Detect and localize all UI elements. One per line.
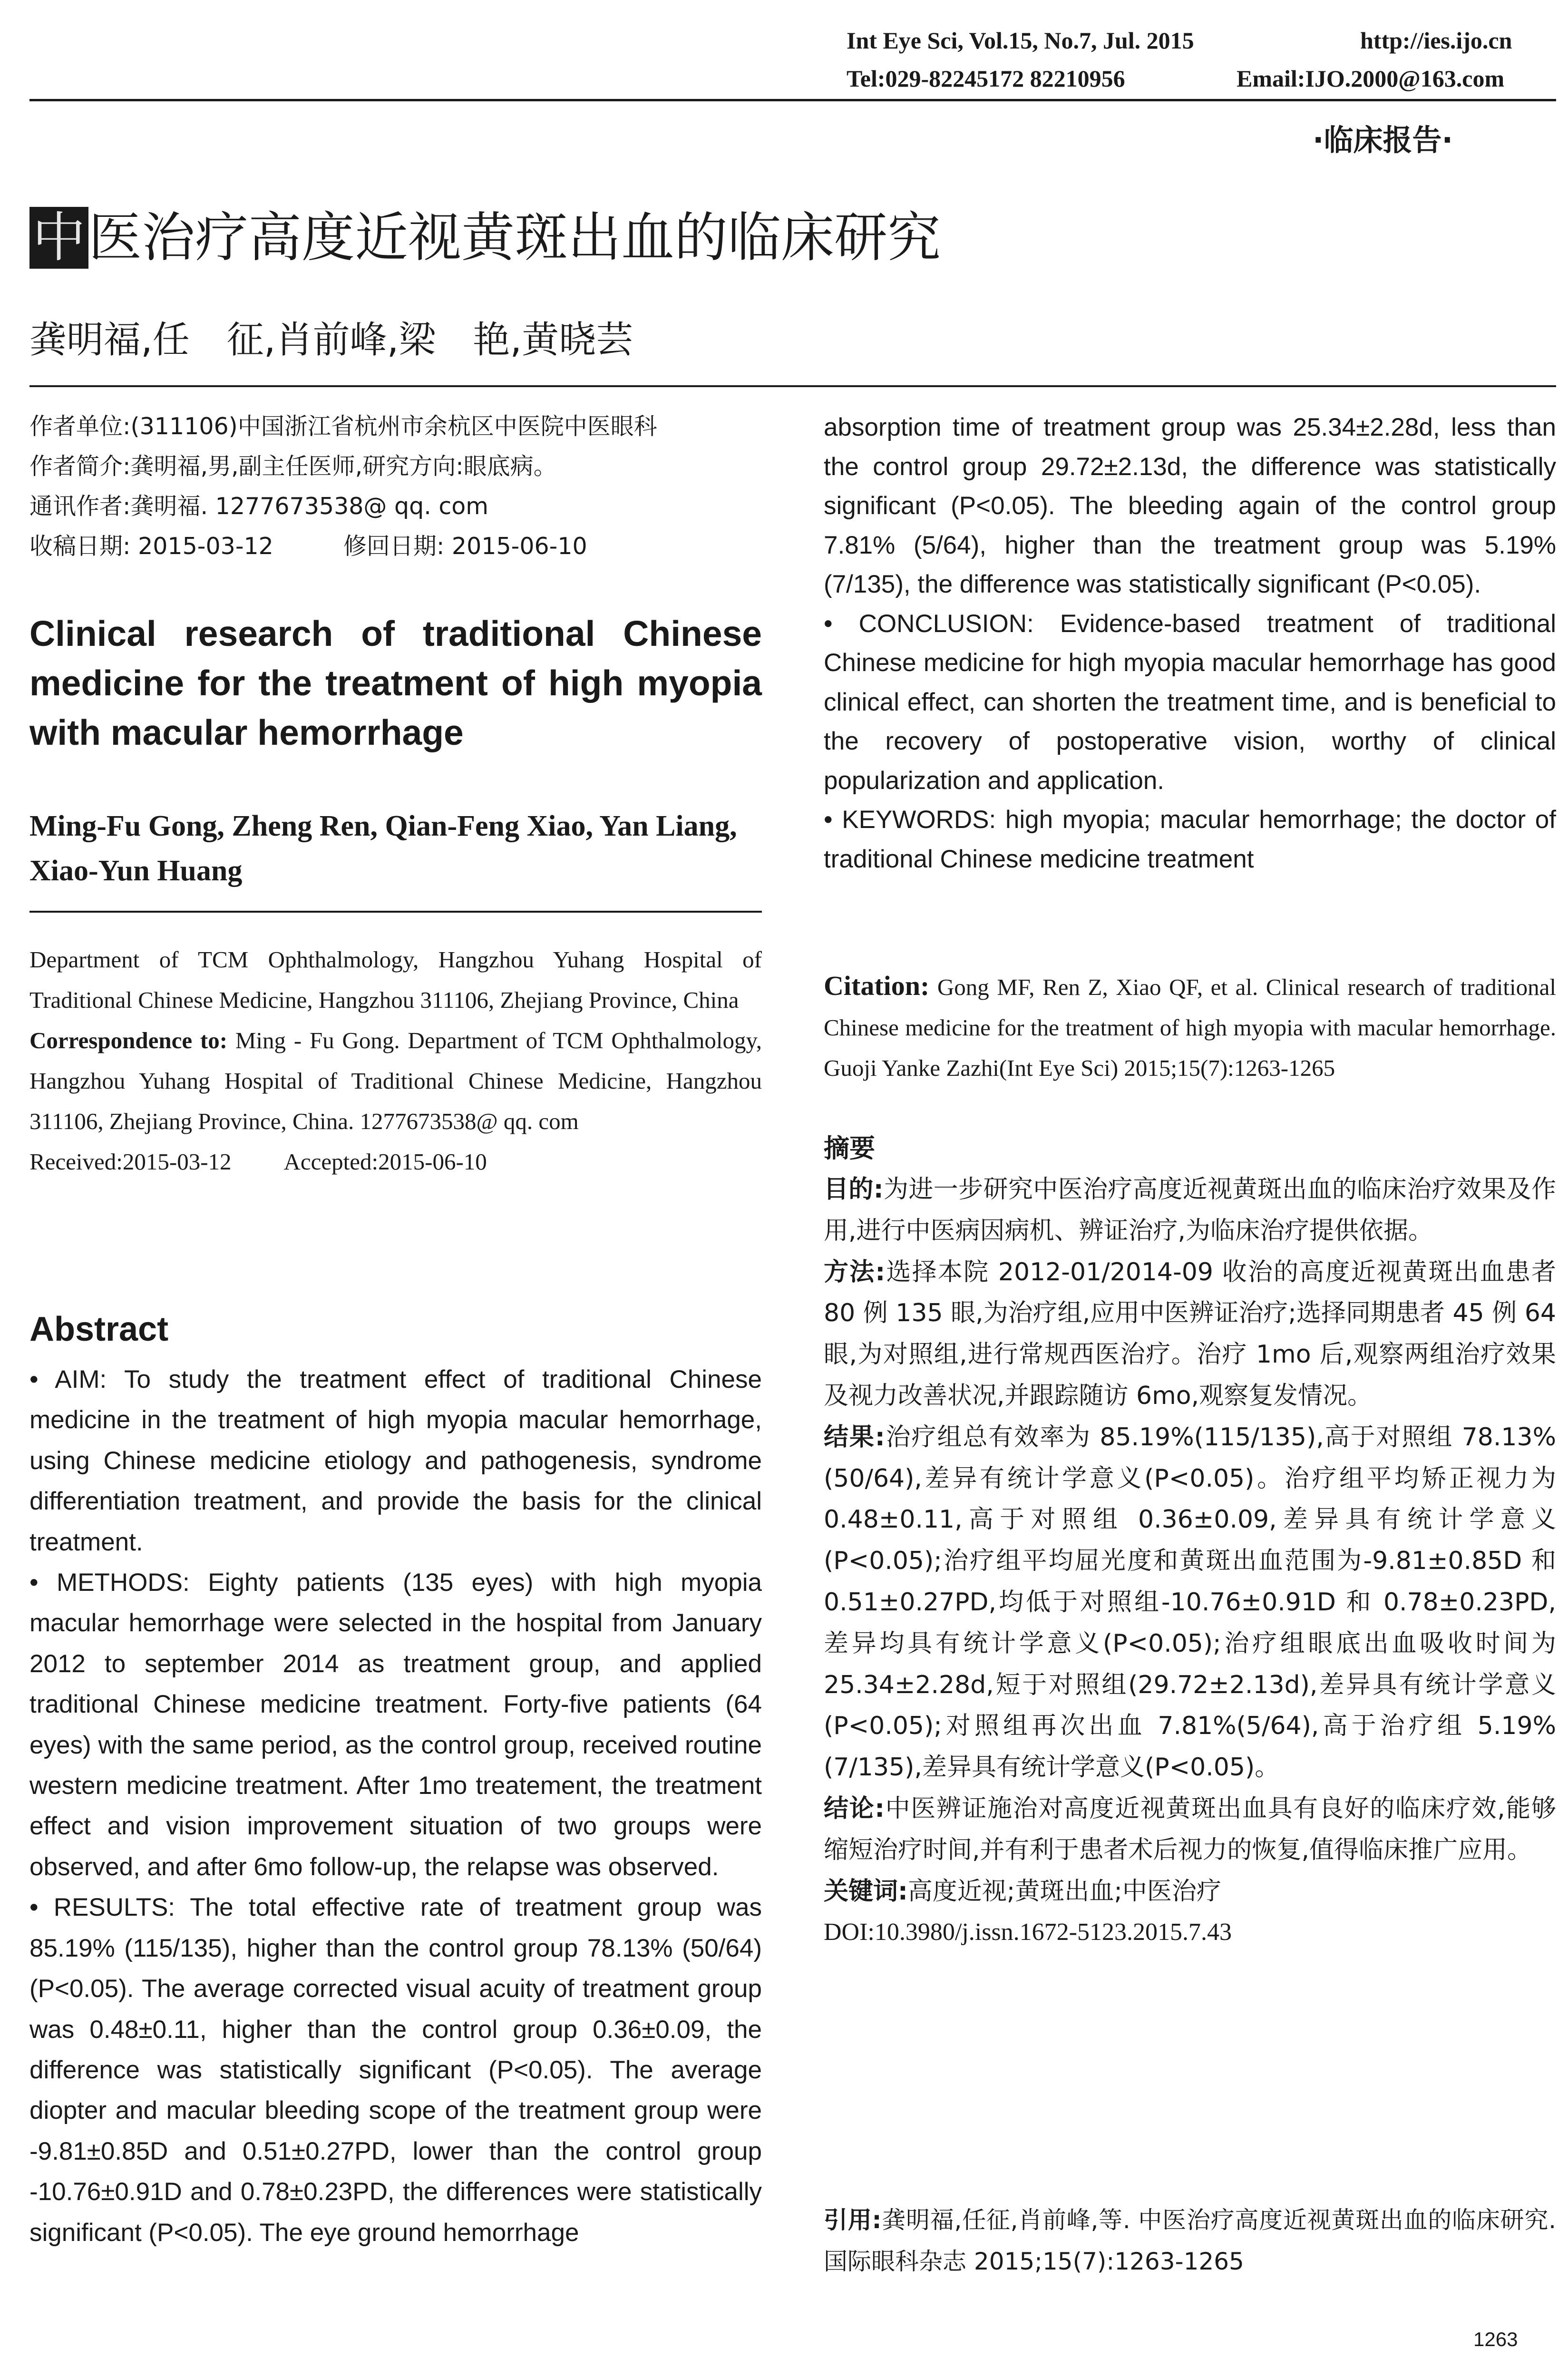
correspondence-text: Ming - Fu Gong. Department of TCM Ophthalmology, Hangzhou Yuhang Hospital of Traditional Chinese Medicine, Hangzhou 311106, Zhejiang Province, China. 1277673538@ qq. com bbox=[29, 1027, 762, 1134]
abstract-cn-heading: 摘要 bbox=[824, 1133, 875, 1163]
keywords-text: high myopia; macular hemorrhage; the doctor of traditional Chinese medicine treatment bbox=[824, 806, 1557, 873]
cn-aim-text: 为进一步研究中医治疗高度近视黄斑出血的临床治疗效果及作用,进行中医病因病机、辨证治疗,为临床治疗提供依据。 bbox=[824, 1175, 1556, 1245]
dates-en bbox=[29, 1141, 762, 1182]
cn-results-text: 治疗组总有效率为 85.19%(115/135),高于对照组 78.13%(50/64),差异有统计学意义(P<0.05)。治疗组平均矫正视力为 0.48±0.11,高于对照组 0.36±0.09,差异具有统计学意义(P<0.05);治疗组平均屈光度和黄斑出血范围为-9.81±0.85D 和 0.51±0.27PD,均低于对照组-10.76±0.91D 和 0.78±0.23PD,差异均具有统计学意义(P<0.05);治疗组眼底出血吸收时间为 25.34±2.28d,短于对照组(29.72±2.13d),差异具有统计学意义(P<0.05);对照组再次出血 7.81%(5/64),高于治疗组 5.19%(7/135),差异具有统计学意义(P<0.05)。 bbox=[824, 1422, 1556, 1782]
info-line: 通讯作者:龚明福. 1277673538@ qq. com bbox=[29, 493, 488, 520]
info-line: 收稿日期: 2015-03-12 修回日期: 2015-06-10 bbox=[29, 533, 587, 560]
abstract-en-right bbox=[824, 408, 1556, 879]
journal-tel: Tel:029-82245172 82210956 bbox=[847, 65, 1125, 92]
cn-conclusion-text: 中医辨证施治对高度近视黄斑出血具有良好的临床疗效,能够缩短治疗时间,并有利于患者术后视力的恢复,值得临床推广应用。 bbox=[824, 1794, 1556, 1864]
authors-cn: 龚明福,任 征,肖前峰,梁 艳,黄晓芸 bbox=[29, 319, 633, 361]
correspondence-label: Correspondence to: bbox=[29, 1027, 228, 1053]
aim-label: • AIM: bbox=[29, 1365, 107, 1393]
cn-results bbox=[824, 1417, 1556, 1788]
title-cn-rest: 医治疗高度近视黄斑出血的临床研究 bbox=[88, 207, 941, 269]
cn-methods-text: 选择本院 2012-01/2014-09 收治的高度近视黄斑出血患者 80 例 135 眼,为治疗组,应用中医辨证治疗;选择同期患者 45 例 64 眼,为对照组,进行常规西医治疗。治疗 1mo 后,观察两组治疗效果及视力改善状况,并跟踪随访 6mo,观察复发情况。 bbox=[824, 1257, 1556, 1410]
journal-email[interactable]: Email:IJO.2000@163.com bbox=[1237, 65, 1505, 92]
abstract-keywords bbox=[824, 800, 1556, 879]
cite-cn-label: 引用: bbox=[824, 2206, 882, 2234]
cn-methods-label: 方法: bbox=[824, 1257, 886, 1286]
journal-url[interactable]: http://ies.ijo.cn bbox=[1360, 27, 1512, 54]
title-cn bbox=[29, 200, 941, 276]
cn-keywords bbox=[824, 1871, 1556, 1912]
methods-label: • METHODS: bbox=[29, 1568, 190, 1597]
cn-methods bbox=[824, 1252, 1556, 1417]
cn-aim-label: 目的: bbox=[824, 1175, 884, 1204]
results-label: • RESULTS: bbox=[29, 1893, 175, 1922]
cn-aim bbox=[824, 1169, 1556, 1252]
title-rule bbox=[29, 385, 1556, 387]
authors-en: Ming-Fu Gong, Zheng Ren, Qian-Feng Xiao, Yan Liang, Xiao-Yun Huang bbox=[29, 810, 737, 887]
section-label: ·临床报告· bbox=[1313, 123, 1453, 157]
abstract-en-left bbox=[29, 1359, 762, 2253]
author-info bbox=[29, 407, 762, 566]
cn-keywords-text: 高度近视;黄斑出血;中医治疗 bbox=[907, 1877, 1221, 1906]
conclusion-label: • CONCLUSION: bbox=[824, 609, 1034, 638]
conclusion-text: Evidence-based treatment of traditional Chinese medicine for high myopia macular hemorrhage has good clinical effect, can shorten the treatment time, and is beneficial to the recovery of postoperative vision, worthy of clinical popularization and application. bbox=[824, 609, 1556, 795]
abstract-methods bbox=[29, 1562, 762, 1887]
authors-rule bbox=[29, 911, 762, 913]
info-line: 作者简介:龚明福,男,副主任医师,研究方向:眼底病。 bbox=[29, 453, 557, 480]
results-text: The total effective rate of treatment group was 85.19% (115/135), higher than the control group 78.13% (50/64) (P<0.05). The average corrected visual acuity of treatment group was 0.48±0.11, higher than the control group 0.36±0.09, the difference was statistically significant (P<0.05). The average diopter and macular bleeding scope of the treatment group were -9.81±0.85D and 0.51±0.27PD, lower than the control group -10.76±0.91D and 0.78±0.23PD, the differences were statistically significant (P<0.05). The eye ground hemorrhage bbox=[29, 1893, 762, 2247]
cite-cn-text: 龚明福,任征,肖前峰,等. 中医治疗高度近视黄斑出血的临床研究. 国际眼科杂志 2015;15(7):1263-1265 bbox=[824, 2206, 1556, 2275]
affiliation-block bbox=[29, 939, 762, 1182]
journal-line: Int Eye Sci, Vol.15, No.7, Jul. 2015 bbox=[847, 27, 1194, 54]
info-line: 作者单位:(311106)中国浙江省杭州市余杭区中医院中医眼科 bbox=[29, 413, 657, 440]
header-rule bbox=[29, 99, 1556, 101]
cn-conclusion-label: 结论: bbox=[824, 1794, 885, 1823]
cn-doi[interactable]: DOI:10.3980/j.issn.1672-5123.2015.7.43 bbox=[824, 1919, 1232, 1946]
citation-cn bbox=[824, 2200, 1556, 2282]
received: Received:2015-03-12 bbox=[29, 1149, 232, 1175]
citation-text: Gong MF, Ren Z, Xiao QF, et al. Clinical research of traditional Chinese medicine for the treatment of high myopia with macular hemorrhage. Guoji Yanke Zazhi(Int Eye Sci) 2015;15(7):1263-1265 bbox=[824, 974, 1556, 1081]
citation-label: Citation: bbox=[824, 970, 930, 1001]
accepted: Accepted:2015-06-10 bbox=[283, 1149, 487, 1175]
page-number: 1263 bbox=[1473, 2328, 1518, 2350]
abstract-results bbox=[29, 1887, 762, 2253]
title-cn-dropcap: 中 bbox=[29, 207, 88, 269]
keywords-label: • KEYWORDS: bbox=[824, 806, 996, 834]
abstract-heading: Abstract bbox=[29, 1310, 169, 1348]
cn-keywords-label: 关键词: bbox=[824, 1877, 908, 1906]
title-en: Clinical research of traditional Chinese medicine for the treatment of high myopia with macular hemorrhage bbox=[29, 614, 762, 752]
aim-text: To study the treatment effect of traditional Chinese medicine in the treatment of high myopia macular hemorrhage, using Chinese medicine etiology and pathogenesis, syndrome differentiation treatment, and provide the basis for the clinical treatment. bbox=[29, 1365, 762, 1556]
cn-results-label: 结果: bbox=[824, 1422, 885, 1452]
cn-conclusion bbox=[824, 1788, 1556, 1871]
abstract-cn bbox=[824, 1169, 1556, 1953]
results-continued: absorption time of treatment group was 25.34±2.28d, less than the control group 29.72±2.13d, the difference was statistically significant (P<0.05). The bleeding again of the control group 7.81% (5/64), higher than the treatment group was 5.19% (7/135), the difference was statistically significant (P<0.05). bbox=[824, 413, 1556, 598]
department: Department of TCM Ophthalmology, Hangzhou Yuhang Hospital of Traditional Chinese Medicine, Hangzhou 311106, Zhejiang Province, China bbox=[29, 946, 762, 1013]
citation-en bbox=[824, 965, 1556, 1088]
correspondence bbox=[29, 1020, 762, 1141]
abstract-conclusion bbox=[824, 604, 1556, 801]
abstract-aim bbox=[29, 1359, 762, 1562]
methods-text: Eighty patients (135 eyes) with high myopia macular hemorrhage were selected in the hospital from January 2012 to september 2014 as treatment group, and applied traditional Chinese medicine treatment. Forty-five patients (64 eyes) with the same period, as the control group, received routine western medicine treatment. After 1mo treatement, the treatment effect and vision improvement situation of two groups were observed, and after 6mo follow-up, the relapse was observed. bbox=[29, 1568, 762, 1881]
